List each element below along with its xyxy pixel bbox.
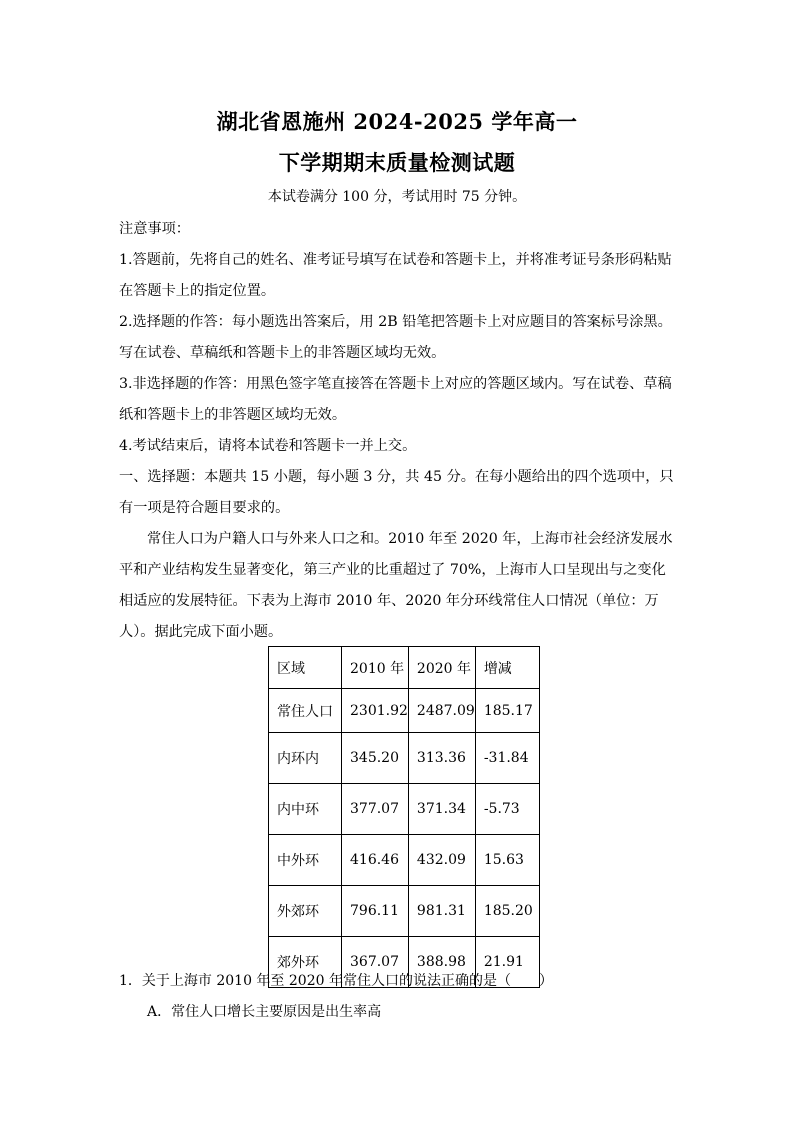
table-cell: 21.91 bbox=[475, 937, 539, 988]
table-cell: 中外环 bbox=[269, 835, 342, 886]
table-row bbox=[269, 886, 540, 937]
table-row bbox=[269, 733, 540, 784]
table-cell: -31.84 bbox=[475, 733, 539, 784]
table-cell: 377.07 bbox=[342, 784, 409, 835]
table-cell: 796.11 bbox=[342, 886, 409, 937]
exam-body bbox=[119, 214, 675, 648]
table-row bbox=[269, 784, 540, 835]
table-cell: 内环内 bbox=[269, 733, 342, 784]
table-row bbox=[269, 689, 540, 733]
table-cell: 185.17 bbox=[475, 689, 539, 733]
question-1-option-a: A．常住人口增长主要原因是出生率高 bbox=[147, 1004, 382, 1020]
exam-title-line1: 湖北省恩施州 2024-2025 学年高一 bbox=[216, 109, 578, 134]
table-cell: 416.46 bbox=[342, 835, 409, 886]
table-cell: 常住人口 bbox=[269, 689, 342, 733]
table-cell: -5.73 bbox=[475, 784, 539, 835]
table-row bbox=[269, 835, 540, 886]
table-header-cell: 2020 年 bbox=[408, 647, 475, 689]
exam-title-line2: 下学期期末质量检测试题 bbox=[278, 150, 516, 175]
table-cell: 外郊环 bbox=[269, 886, 342, 937]
table-cell: 345.20 bbox=[342, 733, 409, 784]
table-cell: 981.31 bbox=[408, 886, 475, 937]
table-cell: 2301.92 bbox=[342, 689, 409, 733]
table-cell: 185.20 bbox=[475, 886, 539, 937]
exam-subtitle: 本试卷满分 100 分，考试用时 75 分钟。 bbox=[267, 189, 527, 205]
table-cell: 2487.09 bbox=[408, 689, 475, 733]
note-item-4: 4.考试结束后，请将本试卷和答题卡一并上交。 bbox=[119, 438, 417, 454]
table-header-cell: 区域 bbox=[269, 647, 342, 689]
table-cell: 367.07 bbox=[342, 937, 409, 988]
table-cell: 15.63 bbox=[475, 835, 539, 886]
population-table bbox=[268, 646, 540, 988]
table-cell: 内中环 bbox=[269, 784, 342, 835]
table-header-row bbox=[269, 647, 540, 689]
table-header-cell: 2010 年 bbox=[342, 647, 409, 689]
table-cell: 371.34 bbox=[408, 784, 475, 835]
note-item-3: 3.非选择题的作答：用黑色签字笔直接答在答题卡上对应的答题区域内。写在试卷、草稿纸和答题卡上的非答题区域均无效。 bbox=[119, 376, 672, 423]
table-header-cell: 增减 bbox=[475, 647, 539, 689]
table-cell: 432.09 bbox=[408, 835, 475, 886]
section-heading: 一、选择题：本题共 15 小题，每小题 3 分，共 45 分。在每小题给出的四个选项中，只有一项是符合题目要求的。 bbox=[119, 469, 674, 516]
note-item-1: 1.答题前，先将自己的姓名、准考证号填写在试卷和答题卡上，并将准考证号条形码粘贴在答题卡上的指定位置。 bbox=[119, 252, 672, 299]
note-item-2: 2.选择题的作答：每小题选出答案后，用 2B 铅笔把答题卡上对应题目的答案标号涂黑。写在试卷、草稿纸和答题卡上的非答题区域均无效。 bbox=[119, 314, 672, 361]
table-cell: 郊外环 bbox=[269, 937, 342, 988]
question-1-stem: 1．关于上海市 2010 年至 2020 年常住人口的说法正确的是（ ） bbox=[119, 973, 553, 989]
table-cell: 388.98 bbox=[408, 937, 475, 988]
table-cell: 313.36 bbox=[408, 733, 475, 784]
notes-heading: 注意事项： bbox=[119, 221, 190, 237]
reading-passage: 常住人口为户籍人口与外来人口之和。2010 年至 2020 年，上海市社会经济发展水平和产业结构发生显著变化，第三产业的比重超过了 70%，上海市人口呈现出与之变化相适应的发展特征。下表为上海市 2010 年、2020 年分环线常住人口情况（单位：万人）。据此完成下面小题。 bbox=[119, 531, 673, 640]
